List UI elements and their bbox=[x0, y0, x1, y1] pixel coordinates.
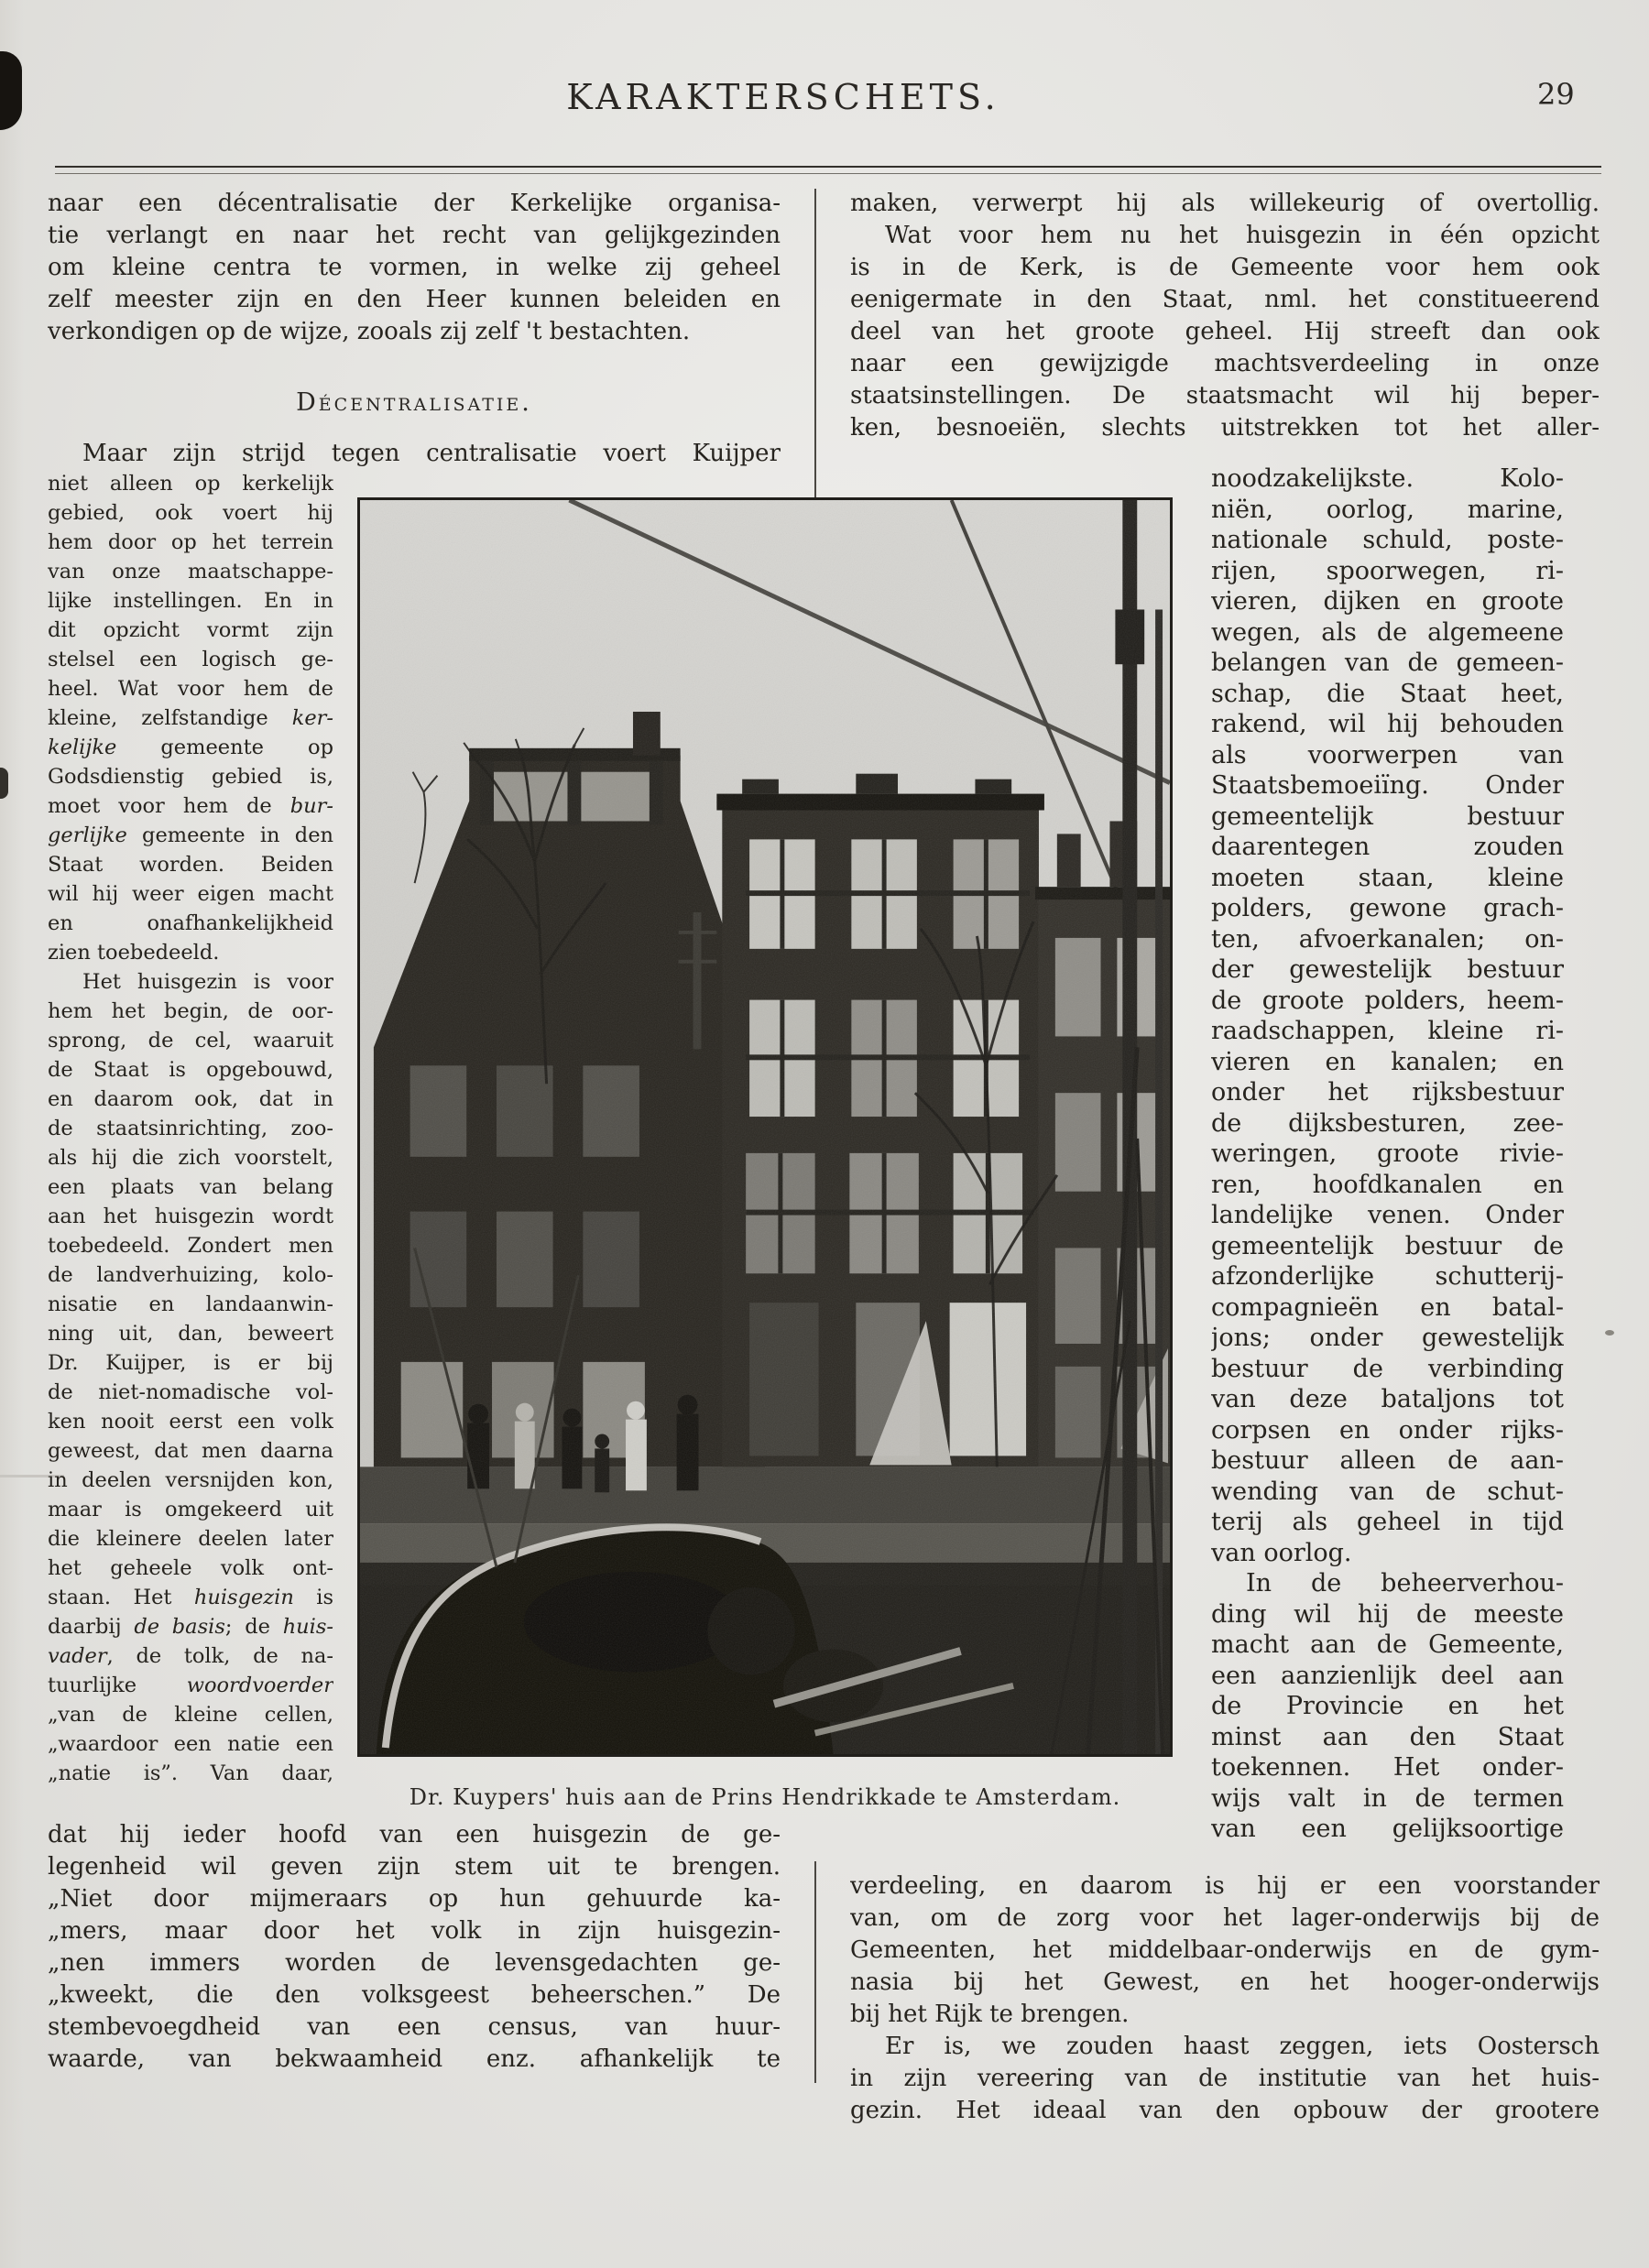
page-title: KARAKTERSCHETS. bbox=[566, 77, 1000, 117]
text-line: nasia bij het Gewest, en het hooger-onderwijs bbox=[850, 1968, 1600, 1996]
text-line: minst aan den Staat bbox=[1211, 1722, 1564, 1751]
text-line: ding wil hij de meeste bbox=[1211, 1599, 1564, 1629]
text-line: jons; onder gewestelijk bbox=[1211, 1324, 1564, 1352]
text-line: verkondigen op de wijze, zooals zij zelf 't bestachten. bbox=[48, 318, 691, 345]
text-line: ten, afvoerkanalen; on- bbox=[1211, 924, 1564, 954]
text-line: toekennen. Het onder- bbox=[1211, 1753, 1564, 1782]
left-top-paragraph bbox=[48, 188, 781, 348]
text-line: macht aan de Gemeente, bbox=[1211, 1630, 1564, 1659]
right-narrow-column bbox=[1211, 463, 1564, 1845]
text-line: wending van de schut- bbox=[1211, 1477, 1564, 1506]
text-line: ken nooit eerst een volk bbox=[48, 1410, 333, 1434]
text-line: van deze bataljons tot bbox=[1211, 1385, 1564, 1413]
text-line: maken, verwerpt hij als willekeurig of overtollig. bbox=[850, 190, 1600, 217]
right-top-paragraph bbox=[850, 188, 1600, 444]
text-line: legenheid wil geven zijn stem uit te brengen. bbox=[48, 1853, 781, 1881]
text-line: dit opzicht vormt zijn bbox=[48, 618, 333, 642]
text-line: het geheele volk ont- bbox=[48, 1556, 333, 1580]
text-line: van, om de zorg voor het lager-onderwijs bij de bbox=[850, 1904, 1600, 1932]
text-line: Wat voor hem nu het huisgezin in één opzicht bbox=[885, 222, 1600, 249]
text-line: toebedeeld. Zondert men bbox=[48, 1234, 333, 1258]
text-line: is in de Kerk, is de Gemeente voor hem ook bbox=[850, 254, 1600, 281]
text-line: kelijke gemeente op bbox=[48, 736, 333, 759]
text-line: Staat worden. Beiden bbox=[48, 853, 333, 877]
photo-caption: Dr. Kuypers' huis aan de Prins Hendrikkade te Amsterdam. bbox=[409, 1784, 1121, 1810]
text-line: een aanzienlijk deel aan bbox=[1211, 1661, 1564, 1690]
text-line: noodzakelijkste. Kolo- bbox=[1211, 464, 1564, 493]
left-paragraph-lead-line bbox=[48, 438, 781, 470]
text-line: gebied, ook voert hij bbox=[48, 501, 333, 525]
text-line: en onafhankelijkheid bbox=[48, 911, 333, 935]
text-line: Er is, we zouden haast zeggen, iets Oostersch bbox=[885, 2033, 1600, 2060]
text-line: wil hij weer eigen macht bbox=[48, 882, 333, 906]
text-line: vader, de tolk, de na- bbox=[48, 1644, 333, 1668]
text-line: de dijksbesturen, zee- bbox=[1211, 1108, 1564, 1138]
text-line: gemeentelijk bestuur bbox=[1211, 801, 1564, 831]
text-line: maar is omgekeerd uit bbox=[48, 1498, 333, 1521]
text-line: dat hij ieder hoofd van een huisgezin de ge- bbox=[48, 1821, 781, 1848]
text-line: een plaats van belang bbox=[48, 1175, 333, 1199]
text-line: moet voor hem de bur- bbox=[48, 794, 333, 818]
text-line: hem door op het terrein bbox=[48, 530, 333, 554]
text-line: daarbij de basis; de huis- bbox=[48, 1615, 333, 1639]
text-line: „waardoor een natie een bbox=[48, 1732, 333, 1756]
text-line: vieren en kanalen; en bbox=[1211, 1047, 1564, 1076]
text-line: bestuur alleen de aan- bbox=[1211, 1446, 1564, 1475]
text-line: geweest, dat men daarna bbox=[48, 1439, 333, 1463]
text-line: raadschappen, kleine ri- bbox=[1211, 1017, 1564, 1045]
text-line: rakend, wil hij behouden bbox=[1211, 710, 1564, 738]
text-line: naar een décentralisatie der Kerkelijke organisa- bbox=[48, 190, 781, 217]
text-line: de groote polders, heem- bbox=[1211, 986, 1564, 1015]
text-line: als voorwerpen van bbox=[1211, 740, 1564, 769]
text-line: „nen immers worden de levensgedachten ge- bbox=[48, 1949, 781, 1977]
text-line: zien toebedeeld. bbox=[48, 941, 220, 965]
text-line: schap, die Staat heet, bbox=[1211, 679, 1564, 708]
text-line: niet alleen op kerkelijk bbox=[48, 472, 333, 496]
text-line: kleine, zelfstandige ker- bbox=[48, 706, 333, 730]
text-line: Maar zijn strijd tegen centralisatie voert Kuijper bbox=[82, 440, 781, 467]
text-line: ning uit, dan, beweert bbox=[48, 1322, 333, 1346]
text-line: gezin. Het ideaal van den opbouw der grootere bbox=[850, 2097, 1600, 2124]
text-line: gerlijke gemeente in den bbox=[48, 823, 333, 847]
text-line: rijen, spoorwegen, ri- bbox=[1211, 556, 1564, 585]
text-line: in deelen versnijden kon, bbox=[48, 1468, 333, 1492]
text-line: polders, gewone grach- bbox=[1211, 894, 1564, 922]
text-line: ken, besnoeiën, slechts uitstrekken tot het aller- bbox=[850, 414, 1600, 442]
text-line: weringen, groote rivie- bbox=[1211, 1139, 1564, 1168]
text-line: tuurlijke woordvoerder bbox=[48, 1674, 333, 1697]
text-line: onder het rijksbestuur bbox=[1211, 1078, 1564, 1107]
text-line: om kleine centra te vormen, in welke zij geheel bbox=[48, 254, 781, 281]
text-line: de Staat is opgebouwd, bbox=[48, 1058, 333, 1082]
text-line: Gemeenten, het middelbaar-onderwijs en de gym- bbox=[850, 1936, 1600, 1964]
text-line: „Niet door mijmeraars op hun gehuurde ka- bbox=[48, 1885, 781, 1913]
text-line: corpsen en onder rijks- bbox=[1211, 1415, 1564, 1445]
text-line: waarde, van bekwaamheid enz. afhankelijk te bbox=[48, 2045, 781, 2073]
text-line: gemeentelijk bestuur de bbox=[1211, 1231, 1564, 1260]
column-divider-bottom bbox=[814, 1861, 816, 2083]
scan-artifact-speck bbox=[1605, 1330, 1614, 1336]
text-line: bij het Rijk te brengen. bbox=[850, 2001, 1130, 2028]
text-line: niën, oorlog, marine, bbox=[1211, 495, 1564, 524]
text-line: sprong, de cel, waaruit bbox=[48, 1029, 333, 1052]
text-line: die kleinere deelen later bbox=[48, 1527, 333, 1551]
text-line: aan het huisgezin wordt bbox=[48, 1205, 333, 1228]
text-line: ren, hoofdkanalen en bbox=[1211, 1170, 1564, 1199]
text-line: in zijn vereering van de institutie van het huis- bbox=[850, 2065, 1600, 2092]
text-line: zelf meester zijn en den Heer kunnen beleiden en bbox=[48, 286, 781, 313]
text-line: „mers, maar door het volk in zijn huisgezin- bbox=[48, 1917, 781, 1945]
text-line: lijke instellingen. En in bbox=[48, 589, 333, 613]
text-line: van onze maatschappe- bbox=[48, 560, 333, 583]
text-line: Het huisgezin is voor bbox=[82, 970, 333, 994]
text-line: heel. Wat voor hem de bbox=[48, 677, 333, 701]
text-line: Godsdienstig gebied is, bbox=[48, 765, 333, 789]
text-line: stembevoegdheid van een census, van huur- bbox=[48, 2013, 781, 2041]
left-bottom-paragraph bbox=[48, 1819, 781, 2076]
text-line: verdeeling, en daarom is hij er een voorstander bbox=[850, 1872, 1600, 1900]
text-line: de niet-nomadische vol- bbox=[48, 1380, 333, 1404]
text-line: nationale schuld, poste- bbox=[1211, 526, 1564, 554]
text-line: deel van het groote geheel. Hij streeft dan ook bbox=[850, 318, 1600, 345]
column-divider-top bbox=[814, 189, 816, 506]
section-heading: Décentralisatie. bbox=[296, 388, 532, 417]
text-line: landelijke venen. Onder bbox=[1211, 1201, 1564, 1229]
text-line: daarentegen zouden bbox=[1211, 833, 1564, 861]
text-line: staatsinstellingen. De staatsmacht wil hij beper- bbox=[850, 382, 1600, 409]
left-narrow-column bbox=[48, 469, 333, 1788]
text-line: belangen van de gemeen- bbox=[1211, 649, 1564, 677]
text-line: stelsel een logisch ge- bbox=[48, 648, 333, 671]
page-number: 29 bbox=[1537, 77, 1575, 112]
scan-artifact-blob bbox=[0, 768, 8, 799]
text-line: „van de kleine cellen, bbox=[48, 1703, 333, 1727]
photo-frame bbox=[357, 497, 1173, 1757]
text-line: naar een gewijzigde machtsverdeeling in onze bbox=[850, 350, 1600, 377]
text-line: hem het begin, de oor- bbox=[48, 999, 333, 1023]
text-line: Dr. Kuijper, is er bij bbox=[48, 1351, 333, 1375]
text-line: de staatsinrichting, zoo- bbox=[48, 1117, 333, 1140]
text-line: tie verlangt en naar het recht van gelijkgezinden bbox=[48, 222, 781, 249]
text-line: vieren, dijken en groote bbox=[1211, 587, 1564, 616]
building-photo-illustration bbox=[360, 500, 1170, 1754]
text-line: Staatsbemoeiïng. Onder bbox=[1211, 771, 1564, 800]
text-line: van een gelijksoortige bbox=[1211, 1815, 1564, 1843]
text-line: wegen, als de algemeene bbox=[1211, 617, 1564, 647]
text-line: der gewestelijk bestuur bbox=[1211, 955, 1564, 984]
text-line: afzonderlijke schutterij- bbox=[1211, 1262, 1564, 1291]
text-line: van oorlog. bbox=[1211, 1538, 1352, 1567]
text-line: terij als geheel in tijd bbox=[1211, 1508, 1564, 1536]
text-line: als hij die zich voorstelt, bbox=[48, 1146, 333, 1170]
text-line: de Provincie en het bbox=[1211, 1692, 1564, 1720]
header-rule bbox=[55, 166, 1601, 174]
text-line: „natie is”. Van daar, bbox=[48, 1761, 333, 1785]
text-line: eenigermate in den Staat, nml. het constitueerend bbox=[850, 286, 1600, 313]
text-line: wijs valt in de termen bbox=[1211, 1783, 1564, 1813]
text-line: en daarom ook, dat in bbox=[48, 1087, 333, 1111]
text-line: nisatie en landaanwin- bbox=[48, 1292, 333, 1316]
text-line: In de beheerverhou- bbox=[1246, 1569, 1564, 1597]
right-bottom-paragraph bbox=[850, 1870, 1600, 2127]
text-line: de landverhuizing, kolo- bbox=[48, 1263, 333, 1287]
text-line: compagnieën en batal- bbox=[1211, 1292, 1564, 1322]
text-line: bestuur de verbinding bbox=[1211, 1354, 1564, 1383]
text-line: „kweekt, die den volksgeest beheerschen.” De bbox=[48, 1981, 781, 2009]
text-line: moeten staan, kleine bbox=[1211, 863, 1564, 892]
text-line: staan. Het huisgezin is bbox=[48, 1586, 333, 1609]
